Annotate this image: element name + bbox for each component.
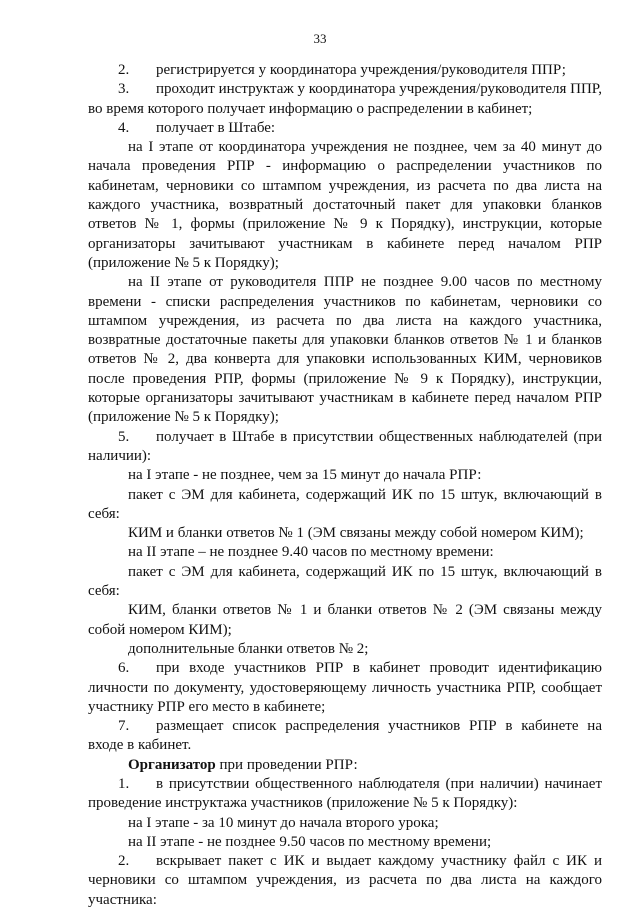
document-body bbox=[88, 61, 602, 910]
paragraph-extra-forms: дополнительные бланки ответов № 2; bbox=[128, 640, 369, 657]
item-number: 1. bbox=[118, 775, 130, 792]
paragraph-package-2: пакет с ЭМ для кабинета, содержащий ИК по 15 штук, включающий в себя: bbox=[88, 563, 602, 600]
item-text: получает в Штабе в присутствии общественных наблюдателей (при наличии): bbox=[88, 428, 602, 464]
heading-bold: Организатор bbox=[128, 756, 216, 773]
list-item-3 bbox=[88, 80, 602, 119]
paragraph-stage-2: на II этапе от руководителя ППР не позднее 9.00 часов по местному времени - списки распределения участников по кабинетам, черновики со штампом учреждения, из расчета по два листа на каждого участника, возвратные достаточные пакеты для упаковки бланков ответов № 1 и бланков ответов № 2, два конверта для упаковки использованных КИМ, черновиков после проведения РПР, формы (приложение № 9 к Порядку), инструкции, которые организаторы зачитывают участникам в кабинете перед началом РПР (приложение № 5 к Порядку); bbox=[88, 274, 602, 426]
item-number: 7. bbox=[118, 718, 130, 735]
item-text: регистрируется у координатора учреждения/руководителя ППР; bbox=[156, 62, 566, 78]
list-item-org-2 bbox=[88, 852, 602, 910]
section-heading bbox=[88, 756, 602, 775]
item-number: 2. bbox=[118, 62, 130, 78]
page-number: 33 bbox=[313, 31, 327, 46]
list-item-org-1 bbox=[88, 775, 602, 814]
paragraph-org-stage-1: на I этапе - за 10 минут до начала второго урока; bbox=[128, 814, 439, 831]
item-number: 5. bbox=[118, 428, 130, 445]
paragraph-stage-2-time: на II этапе – не позднее 9.40 часов по местному времени: bbox=[128, 544, 494, 561]
item-number: 6. bbox=[118, 660, 130, 677]
paragraph-kim-2: КИМ, бланки ответов № 1 и бланки ответов № 2 (ЭМ связаны между собой номером КИМ); bbox=[88, 602, 602, 638]
paragraph-stage-1-time: на I этапе - не позднее, чем за 15 минут до начала РПР: bbox=[128, 467, 482, 484]
item-text: получает в Штабе: bbox=[156, 119, 276, 136]
heading-rest: при проведении РПР: bbox=[215, 756, 358, 773]
item-text: при входе участников РПР в кабинет проводит идентификацию личности по документу, удостоверяющему личность участника РПР, сообщает участнику РПР его место в кабинете; bbox=[88, 660, 602, 715]
list-item-7 bbox=[88, 717, 602, 756]
list-item-5 bbox=[88, 428, 602, 467]
paragraph-stage-1: на I этапе от координатора учреждения не позднее, чем за 40 минут до начала проведения РПР - информацию о распределении участников по кабинетам, черновики со штампом учреждения, из расчета по два листа на каждого участника, возвратный достаточный пакет для упаковки бланков ответов № 1, формы (приложение № 9 к Порядку), инструкции, которые организаторы зачитывают участникам в кабинете перед началом РПР (приложение № 5 к Порядку); bbox=[88, 139, 602, 271]
item-text: в присутствии общественного наблюдателя (при наличии) начинает проведение инструктажа участников (приложение № 5 к Порядку): bbox=[88, 775, 602, 812]
item-text: проходит инструктаж у координатора учреждения/руководителя ППР, во время которого получает информацию о распределении в кабинет; bbox=[88, 81, 603, 117]
paragraph-org-stage-2: на II этапе - не позднее 9.50 часов по местному времени; bbox=[128, 833, 492, 850]
list-item-6 bbox=[88, 659, 602, 717]
item-number: 4. bbox=[118, 119, 130, 136]
item-text: вскрывает пакет с ИК и выдает каждому участнику файл с ИК и черновики со штампом учреждения, из расчета по два листа на каждого участника: bbox=[88, 853, 602, 908]
paragraph-package-1: пакет с ЭМ для кабинета, содержащий ИК по 15 штук, включающий в себя: bbox=[88, 486, 602, 522]
item-text: размещает список распределения участников РПР в кабинете на входе в кабинет. bbox=[88, 718, 602, 754]
item-number: 3. bbox=[118, 81, 130, 98]
list-item-4 bbox=[88, 119, 602, 138]
list-item-2 bbox=[88, 61, 602, 80]
item-number: 2. bbox=[118, 853, 130, 870]
paragraph-kim-1: КИМ и бланки ответов № 1 (ЭМ связаны между собой номером КИМ); bbox=[128, 525, 584, 542]
